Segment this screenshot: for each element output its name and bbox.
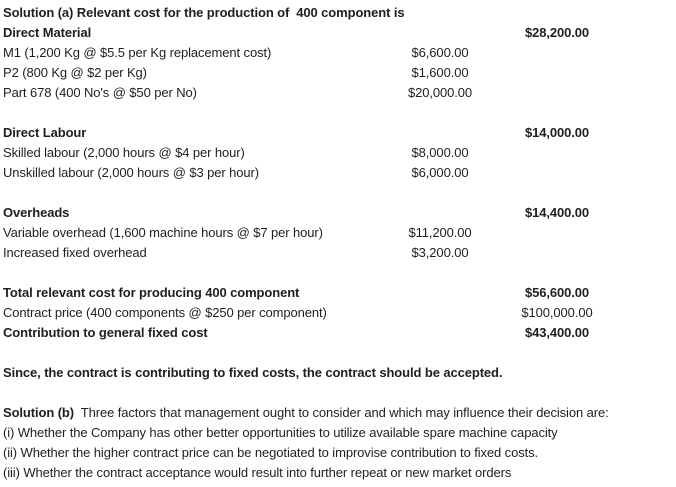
line-item-label: Skilled labour (2,000 hours @ $4 per hour) [3,145,245,160]
section-heading-row-overheads [3,203,676,223]
line-item-label: Part 678 (400 No's @ $50 per No) [3,85,197,100]
line-item-value: $8,000.00 [411,145,469,160]
section-heading-row-direct-labour [3,123,676,143]
line-item-label: Variable overhead (1,600 machine hours @ $7 per hour) [3,225,323,240]
factor-ii: (ii) Whether the higher contract price can be negotiated to improvise contribution to fixed costs. [3,445,539,460]
summary-value: $43,400.00 [524,325,590,340]
blank-row [3,183,676,203]
summary-label: Contract price (400 components @ $250 per component) [3,305,327,320]
summary-row-contribution [3,323,676,343]
section-heading: Overheads [3,205,70,220]
section-total: $14,000.00 [524,125,590,140]
solution-a-title: Solution (a) Relevant cost for the production of 400 component is [3,5,405,20]
line-item-label: M1 (1,200 Kg @ $5.5 per Kg replacement cost) [3,45,272,60]
line-item-value: $6,600.00 [411,45,469,60]
factor-i: (i) Whether the Company has other better opportunities to utilize available spare machine capacity [3,425,558,440]
summary-value: $56,600.00 [524,285,590,300]
section-total: $28,200.00 [524,25,590,40]
line-item-value: $1,600.00 [411,65,469,80]
line-item-value: $20,000.00 [407,85,473,100]
line-item-value: $11,200.00 [408,225,472,240]
line-item-label: Increased fixed overhead [3,245,147,260]
conclusion-text: Since, the contract is contributing to fixed costs, the contract should be accepted. [3,365,503,380]
summary-label: Contribution to general fixed cost [3,325,208,340]
section-heading-row-direct-material [3,23,676,43]
line-item-m1 [3,43,676,63]
section-heading: Direct Labour [3,125,87,140]
line-item-value: $3,200.00 [411,245,469,260]
factor-iii: (iii) Whether the contract acceptance would result into further repeat or new market orders [3,465,512,480]
line-item-label: P2 (800 Kg @ $2 per Kg) [3,65,147,80]
summary-label: Total relevant cost for producing 400 component [3,285,300,300]
solution-b-line [3,403,676,423]
line-item-p2 [3,63,676,83]
line-item-label: Unskilled labour (2,000 hours @ $3 per hour) [3,165,259,180]
section-heading: Direct Material [3,25,92,40]
line-item-value: $6,000.00 [411,165,469,180]
line-item-unskilled-labour [3,163,676,183]
line-item-skilled-labour [3,143,676,163]
section-total: $14,400.00 [524,205,590,220]
summary-row-contract-price [3,303,676,323]
line-item-part-678 [3,83,676,103]
summary-row-total-relevant-cost [3,283,676,303]
blank-row [3,103,676,123]
blank-row [3,263,676,283]
solution-b-text: Three factors that management ought to consider and which may influence their decision are: [74,405,609,420]
summary-value: $100,000.00 [521,305,593,320]
line-item-increased-fixed-overhead [3,243,676,263]
blank-row [3,383,676,403]
blank-row [3,343,676,363]
line-item-variable-overhead [3,223,676,243]
solution-b-label: Solution (b) [3,405,74,420]
